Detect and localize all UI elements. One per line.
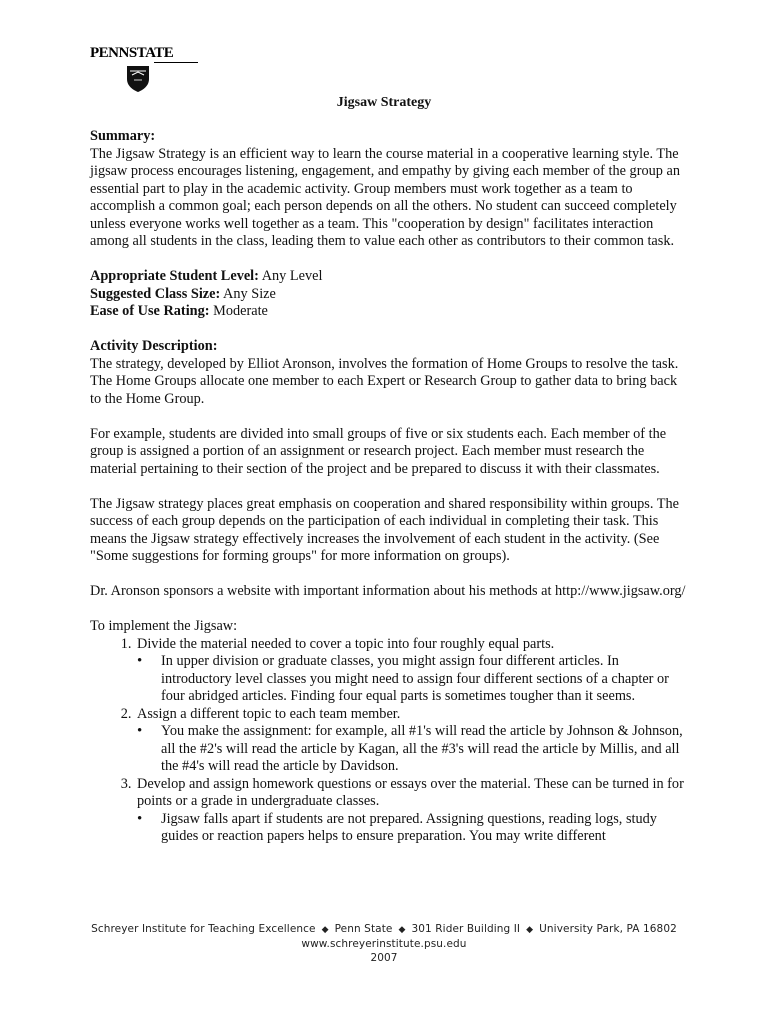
rating-row: Appropriate Student Level: Any Level bbox=[90, 268, 323, 284]
list-item: • You make the assignment: for example, all #1's will read the article by Johnson & Johnson, all the #2's will read the article by Kagan, all the #3's will read the article by Millis, and all the #4's will read the article by Davidson. bbox=[159, 723, 690, 776]
activity-paragraph: For example, students are divided into small groups of five or six students each. Each member of the group is assigned a portion of an assignment or research project. Each member must research the material pertaining to their section of the project and be prepared to discuss it with their classmates. bbox=[90, 425, 667, 477]
footer-address: Schreyer Institute for Teaching Excellence ◆ Penn State ◆ 301 Rider Building II ◆ University Park, PA 16802 bbox=[91, 923, 677, 935]
page-title: Jigsaw Strategy bbox=[336, 95, 432, 110]
penn-state-logo bbox=[90, 45, 200, 95]
logo-rule bbox=[154, 62, 198, 63]
activity-paragraph: The strategy, developed by Elliot Aronson, involves the formation of Home Groups to resolve the task. The Home Groups allocate one member to each Expert or Research Group to gather data to bring back to the Home Group. bbox=[90, 355, 679, 407]
activity-paragraph: Dr. Aronson sponsors a website with important information about his methods at http://www.jigsaw.org/ bbox=[90, 583, 686, 599]
implement-intro: To implement the Jigsaw: bbox=[90, 618, 238, 634]
footer-year: 2007 bbox=[370, 952, 398, 964]
rating-row: Suggested Class Size: Any Size bbox=[90, 285, 276, 302]
summary-text: The Jigsaw Strategy is an efficient way to learn the course material in a cooperative learning style. The jigsaw process encourages listening, engagement, and empathy by giving each member of the group an essential part to play in the academic activity. Group members must work together as a team to accomplish a common goal; each person depends on all the others. No student can succeed completely unless everyone works well together as a team. This "cooperation by design" facilitates interaction among all students in the class, leading them to value each other as contributors to their common task. bbox=[90, 145, 680, 249]
logo-wordmark: PENNSTATE bbox=[90, 45, 174, 61]
list-item: 1. Divide the material needed to cover a topic into four roughly equal parts. • In upper division or graduate classes, you might assign four different articles. In introductory level classes you might need to assign four different sections of a chapter or four abridged articles. Finding four equal parts is sometimes tougher than it seems. bbox=[135, 636, 690, 706]
rating-row: Ease of Use Rating: Moderate bbox=[90, 303, 268, 319]
page-footer bbox=[0, 922, 768, 965]
document-body bbox=[90, 128, 690, 846]
shield-icon bbox=[126, 65, 150, 93]
implement-steps bbox=[90, 636, 690, 846]
list-item: • Jigsaw falls apart if students are not prepared. Assigning questions, reading logs, study guides or reaction papers helps to ensure preparation. You may write different bbox=[159, 811, 690, 846]
list-item: 2. Assign a different topic to each team member. • You make the assignment: for example, all #1's will read the article by Johnson & Johnson, all the #2's will read the article by Kagan, all the #3's will read the article by Millis, and all the #4's will read the article by Davidson. bbox=[135, 706, 690, 776]
summary-label: Summary: bbox=[90, 128, 156, 144]
list-item: 3. Develop and assign homework questions or essays over the material. These can be turned in for points or a grade in undergraduate classes. • Jigsaw falls apart if students are not prepared. Assigning questions, reading logs, study guides or reaction papers helps to ensure preparation. You may write different bbox=[135, 776, 690, 846]
activity-paragraph: The Jigsaw strategy places great emphasis on cooperation and shared responsibility within groups. The success of each group depends on the participation of each individual in completing their task. This means the Jigsaw strategy effectively increases the involvement of each student in the activity. (See "Some suggestions for forming groups" for more information on groups). bbox=[90, 495, 679, 564]
footer-website: www.schreyerinstitute.psu.edu bbox=[301, 938, 467, 950]
list-item: • In upper division or graduate classes, you might assign four different articles. In introductory level classes you might need to assign four different sections of a chapter or four abridged articles. Finding four equal parts is sometimes tougher than it seems. bbox=[159, 653, 690, 706]
activity-label: Activity Description: bbox=[90, 338, 218, 354]
